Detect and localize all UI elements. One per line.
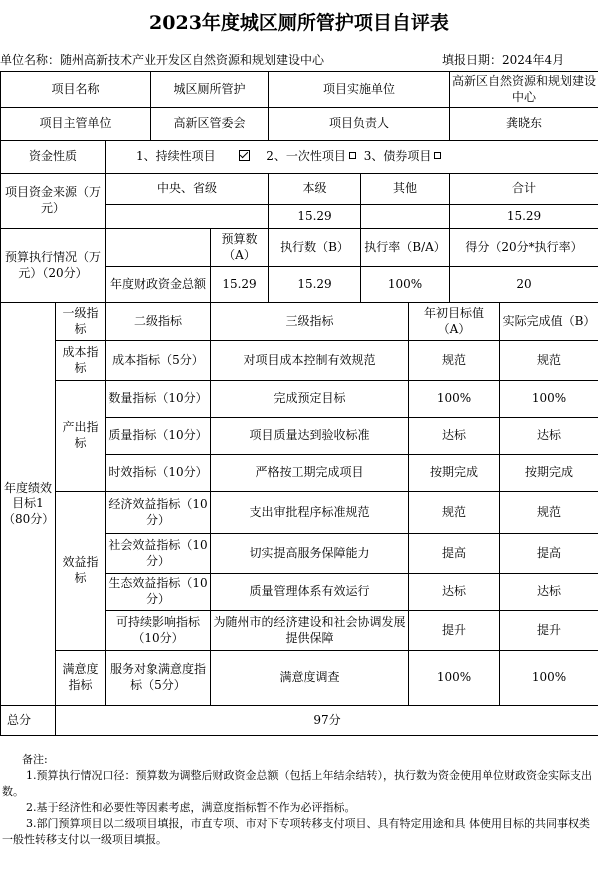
checkbox-empty-icon xyxy=(434,152,441,159)
perf-l3: 切实提高服务保障能力 xyxy=(211,534,409,574)
perf-actual: 按期完成 xyxy=(500,455,598,492)
perf-header-actual: 实际完成值（B） xyxy=(500,303,598,341)
source-col-total: 合计 xyxy=(450,174,598,205)
notes-label: 备注: xyxy=(22,753,48,766)
perf-actual: 达标 xyxy=(500,418,598,455)
total-value: 97分 xyxy=(56,706,598,736)
budget-value: 15.29 xyxy=(211,267,269,303)
perf-target: 100% xyxy=(409,381,500,418)
checkbox-checked-icon xyxy=(239,150,250,161)
perf-header-l3: 三级指标 xyxy=(211,303,409,341)
perf-actual: 100% xyxy=(500,651,598,706)
rate-value: 100% xyxy=(361,267,450,303)
perf-l2: 社会效益指标（10分） xyxy=(106,534,211,574)
project-name: 城区厕所管护 xyxy=(151,72,269,108)
perf-header-l2: 二级指标 xyxy=(106,303,211,341)
perf-l2: 可持续影响指标（10分） xyxy=(106,611,211,651)
perf-l2: 经济效益指标（10分） xyxy=(106,492,211,534)
perf-l1: 满意度指标 xyxy=(56,651,106,706)
perf-actual: 提高 xyxy=(500,534,598,574)
perf-l1: 效益指标 xyxy=(56,492,106,651)
table-row xyxy=(1,651,598,706)
owner-label: 项目负责人 xyxy=(269,108,450,141)
option-one-time: 2、一次性项目 xyxy=(266,149,346,164)
budget-col-score: 得分（20分*执行率） xyxy=(450,229,598,267)
source-other xyxy=(361,205,450,229)
unit-value: 随州高新技术产业开发区自然资源和规划建设中心 xyxy=(60,53,325,67)
source-col-other: 其他 xyxy=(361,174,450,205)
note-item: 1.预算执行情况口径：预算数为调整后财政资金总额（包括上年结余结转），执行数为资金使用单位财政资金实际支出数。 xyxy=(2,768,592,798)
fund-nature-options xyxy=(106,141,598,174)
perf-target: 提高 xyxy=(409,534,500,574)
perf-target: 100% xyxy=(409,651,500,706)
date-value: 2024年4月 xyxy=(502,53,565,67)
perf-l2: 服务对象满意度指标（5分） xyxy=(106,651,211,706)
unit-line xyxy=(0,51,324,68)
perf-l3: 满意度调查 xyxy=(211,651,409,706)
project-name-label: 项目名称 xyxy=(1,72,151,108)
perf-target: 规范 xyxy=(409,492,500,534)
source-label: 项目资金来源（万元） xyxy=(1,174,106,229)
perf-actual: 规范 xyxy=(500,341,598,381)
dept-label: 项目主管单位 xyxy=(1,108,151,141)
perf-actual: 达标 xyxy=(500,574,598,611)
table-row xyxy=(1,381,598,418)
source-central xyxy=(106,205,269,229)
perf-l2: 数量指标（10分） xyxy=(106,381,211,418)
perf-l3: 质量管理体系有效运行 xyxy=(211,574,409,611)
perf-target: 达标 xyxy=(409,418,500,455)
page-title: 2023年度城区厕所管护项目自评表 xyxy=(149,12,449,34)
source-col-central: 中央、省级 xyxy=(106,174,269,205)
notes xyxy=(0,752,598,848)
budget-col-rate: 执行率（B/A） xyxy=(361,229,450,267)
source-col-local: 本级 xyxy=(269,174,361,205)
budget-col-budget: 预算数（A） xyxy=(211,229,269,267)
owner: 龚晓东 xyxy=(450,108,598,141)
total-label: 总分 xyxy=(1,706,56,736)
perf-l3: 项目质量达到验收标准 xyxy=(211,418,409,455)
budget-row-label: 年度财政资金总额 xyxy=(106,267,211,303)
source-local: 15.29 xyxy=(269,205,361,229)
perf-l3: 完成预定目标 xyxy=(211,381,409,418)
source-total: 15.29 xyxy=(450,205,598,229)
table-row xyxy=(1,492,598,534)
note-item: 3.部门预算项目以二级项目填报，市直专项、市对下专项转移支付项目、具有特定用途和具 体使用目标的共同事权类一般性转移支付以一级项目填报。 xyxy=(2,816,590,846)
perf-actual: 规范 xyxy=(500,492,598,534)
perf-l2: 成本指标（5分） xyxy=(106,341,211,381)
budget-label: 预算执行情况（万元）（20分） xyxy=(1,229,106,303)
perf-l3: 支出审批程序标准规范 xyxy=(211,492,409,534)
perf-label: 年度绩效目标1（80分） xyxy=(1,303,56,706)
perf-l1: 产出指标 xyxy=(56,381,106,492)
dept: 高新区管委会 xyxy=(151,108,269,141)
perf-target: 达标 xyxy=(409,574,500,611)
checkbox-empty-icon xyxy=(349,152,356,159)
option-continuous: 1、持续性项目 xyxy=(136,149,216,164)
perf-header-target: 年初目标值（A） xyxy=(409,303,500,341)
fund-nature-label: 资金性质 xyxy=(1,141,106,174)
perf-l1: 成本指标 xyxy=(56,341,106,381)
perf-l2: 时效指标（10分） xyxy=(106,455,211,492)
perf-l3: 为随州市的经济建设和社会协调发展提供保障 xyxy=(211,611,409,651)
perf-actual: 提升 xyxy=(500,611,598,651)
perf-l2: 质量指标（10分） xyxy=(106,418,211,455)
perf-target: 按期完成 xyxy=(409,455,500,492)
unit-label: 单位名称： xyxy=(0,53,61,67)
exec-value: 15.29 xyxy=(269,267,361,303)
perf-target: 提升 xyxy=(409,611,500,651)
impl-unit-label: 项目实施单位 xyxy=(269,72,450,108)
perf-header-l1: 一级指标 xyxy=(56,303,106,341)
perf-actual: 100% xyxy=(500,381,598,418)
table-row xyxy=(1,341,598,381)
budget-score: 20 xyxy=(450,267,598,303)
perf-l3: 对项目成本控制有效规范 xyxy=(211,341,409,381)
perf-l2: 生态效益指标（10分） xyxy=(106,574,211,611)
impl-unit: 高新区自然资源和规划建设中心 xyxy=(450,72,598,108)
date-line xyxy=(442,51,564,68)
evaluation-table xyxy=(0,71,598,736)
budget-col-exec: 执行数（B） xyxy=(269,229,361,267)
perf-l3: 严格按工期完成项目 xyxy=(211,455,409,492)
option-bond: 3、债券项目 xyxy=(363,149,432,164)
perf-target: 规范 xyxy=(409,341,500,381)
date-label: 填报日期： xyxy=(442,53,503,67)
note-item: 2.基于经济性和必要性等因素考虑，满意度指标暂不作为必评指标。 xyxy=(26,800,356,814)
